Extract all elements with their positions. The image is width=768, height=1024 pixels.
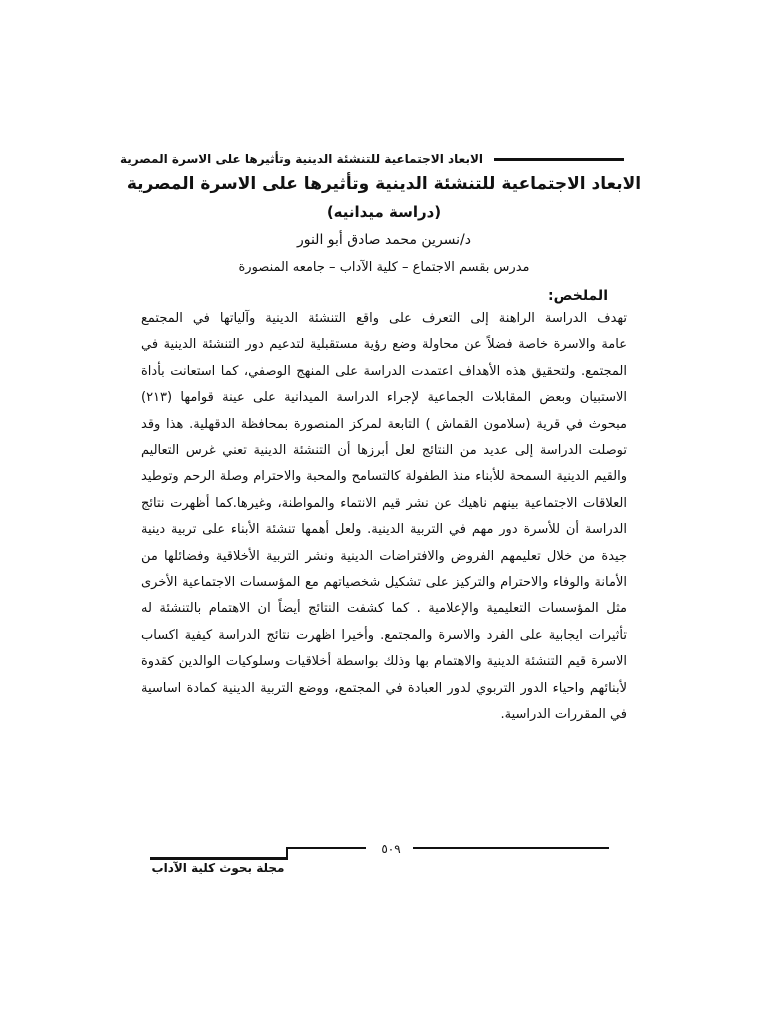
author-name: د/نسرين محمد صادق أبو النور [296,232,472,248]
article-title: الابعاد الاجتماعية للتنشئة الدينية وتأثيرها على الاسرة المصرية [126,174,642,194]
journal-name: مجلة بحوث كلية الآداب [151,861,285,875]
abstract-line: العلاقات الاجتماعية بينهم ناهيك عن نشر قيم الانتماء والمواطنة، وغيرها.كما أظهرت نتائج [141,495,627,511]
abstract-line: مثل المؤسسات التعليمية والإعلامية . كما كشفت النتائج أيضاً ان الاهتمام بالتنشئة له [141,601,627,617]
footer-rule-middle [286,847,366,849]
abstract-line: والقيم الدينية السمحة للأبناء منذ الطفولة كالتسامح والمحبة والاحترام وصلة الرحم وتوطيد [141,469,627,485]
abstract-line: الدراسة أن للأسرة دور مهم في التربية الدينية. ولعل أهمها تنشئة الأبناء على تربية دينية [141,522,627,538]
abstract-line: الأمانة والوفاء والاحترام والتركيز على تشكيل شخصياتهم مع المؤسسات الاجتماعية الأخرى [141,575,627,591]
abstract-line: المجتمع. ولتحقيق هذه الأهداف اعتمدت الدراسة على المنهج الوصفي، كما استعانت بأداة [141,363,627,379]
header-rule [494,158,624,161]
footer-rule-right [413,847,609,849]
abstract-line: تأثيرات ايجابية على الفرد والاسرة والمجتمع. وأخيرا اظهرت نتائج الدراسة كيفية اكساب [141,627,627,643]
abstract-body [141,306,627,729]
abstract-line: عامة والاسرة خاصة فضلاً عن محاولة وضع رؤية مستقبلية لتدعيم دور التنشئة الدينية في [141,337,627,353]
article-subtitle: (دراسة ميدانيه) [326,203,442,221]
abstract-line: الاستبيان وبعض المقابلات الجماعية لإجراء الدراسة الميدانية على عينة قوامها (٢١٣) [141,390,627,406]
abstract-heading: الملخص: [548,288,608,304]
page-number: ٥٠٩ [381,842,401,856]
abstract-line: في المقررات الدراسية. [500,707,627,723]
running-header-title: الابعاد الاجتماعية للتنشئة الدينية وتأثيرها على الاسرة المصرية [119,152,483,166]
footer-rule-left [150,857,288,860]
abstract-line: مبحوث في قرية (سلامون القماش ) التابعة لمركز المنصورة بمحافظة الدقهلية. هذا وقد [141,416,627,432]
abstract-line: جيدة من خلال تعليمهم الفروض والافتراضات الدينية ونشر التربية الأخلاقية وفضائلها من [141,548,627,564]
abstract-line: الاسرة قيم التنشئة الدينية والاهتمام بها وذلك بواسطة أخلاقيات وسلوكيات الوالدين كقدوة [141,654,627,670]
author-affiliation: مدرس بقسم الاجتماع – كلية الآداب – جامعه المنصورة [238,260,530,275]
abstract-line: لأبنائهم واحياء الدور التربوي لدور العبادة في المجتمع، ووضع التربية الدينية كمادة اساسية [141,680,627,696]
abstract-line: توصلت الدراسة إلى عديد من النتائج لعل أبرزها أن التنشئة الدينية تعني غرس التعاليم [141,443,627,459]
abstract-line: تهدف الدراسة الراهنة إلى التعرف على واقع التنشئة الدينية وآلياتها في المجتمع [141,311,627,326]
